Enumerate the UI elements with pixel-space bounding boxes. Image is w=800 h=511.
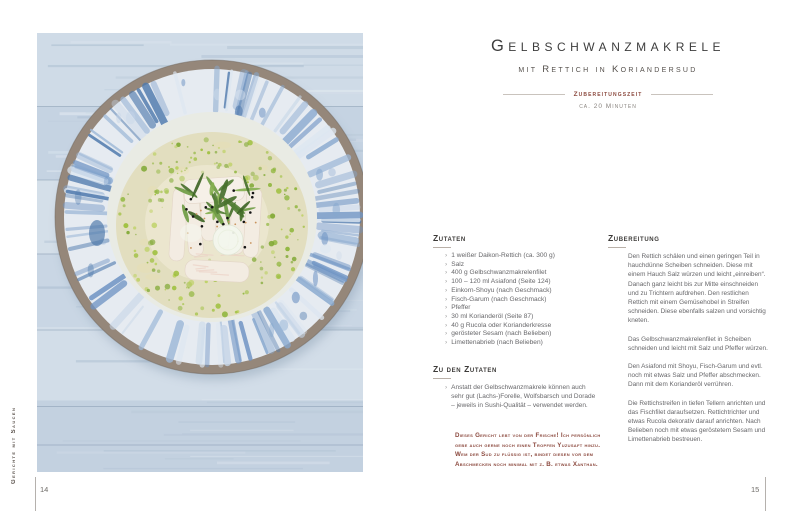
ingredient-item: › 30 ml Korianderöl (Seite 87) <box>445 312 534 320</box>
rule-line-left <box>503 94 565 95</box>
rule-line-right <box>651 94 713 95</box>
heading-underline <box>433 378 451 379</box>
preparation-paragraph: Den Asiafond mit Shoyu, Fisch-Garum und evtl. noch mit etwas Salz und Pfeffer abschmecken. Dann mit dem Korianderöl verrühren. <box>628 363 763 389</box>
prep-time-value: ca. 20 Minuten <box>579 103 637 110</box>
chevron-marker: › <box>445 304 448 312</box>
chevron-marker: › <box>445 339 448 347</box>
heading-underline <box>433 247 451 248</box>
ingredient-item: › Limettenabrieb (nach Belieben) <box>445 339 543 347</box>
sidebar-category-label: Gerichte mit Saucen <box>11 406 17 484</box>
ingredient-item: › gerösteter Sesam (nach Belieben) <box>445 330 552 338</box>
dish-photo <box>37 33 363 472</box>
chevron-marker: › <box>445 278 448 286</box>
chevron-marker: › <box>445 321 448 329</box>
chevron-marker: › <box>445 286 448 294</box>
ingredient-notes-list <box>445 383 597 411</box>
preparation-paragraph: Den Rettich schälen und einen geringen Teil in hauchdünne Scheiben schneiden. Diese mit einem Hauch Salz würzen und leicht „einreiben“. Danach ganz leicht bis zur Mitte einschneiden und zu Trichtern aufdrehen. Den restlichen Rettich mit einem Gemüsehobel in Streifen schneiden. Diese ebenfalls salzen und vorsichtig kneten. <box>628 253 766 325</box>
page-number-rule-right <box>765 477 766 511</box>
ingredient-notes-heading: Zu den Zutaten <box>433 364 497 374</box>
chevron-marker: › <box>445 330 448 338</box>
page-number-rule-left <box>35 477 36 511</box>
chevron-marker: › <box>445 295 448 303</box>
recipe-title: Gelbschwanzmakrele <box>490 37 726 55</box>
ingredient-item: › 400 g Gelbschwanzmakrelenfilet <box>445 269 547 277</box>
ingredient-item: › 1 weißer Daikon-Rettich (ca. 300 g) <box>445 252 555 259</box>
ingredient-item: › Pfeffer <box>445 304 471 312</box>
chevron-marker: › <box>445 384 448 391</box>
page-number-left: 14 <box>40 485 49 494</box>
preparation-paragraph: Das Gelbschwanzmakrelenfilet in Scheiben schneiden und leicht mit Salz und Pfeffer würzen. <box>628 335 768 352</box>
preparation-text <box>628 252 768 454</box>
ingredient-item: › Salz <box>445 260 465 268</box>
ingredients-list <box>445 252 597 348</box>
page-number-right: 15 <box>751 485 760 494</box>
chevron-marker: › <box>445 252 448 259</box>
ingredients-heading: Zutaten <box>433 233 466 243</box>
prep-time-header <box>420 91 796 98</box>
chevron-marker: › <box>445 312 448 320</box>
preparation-heading: Zubereitung <box>608 233 660 243</box>
recipe-subtitle: mit Rettich in Koriandersud <box>518 64 698 75</box>
ingredient-item: › Einkorn-Shoyu (nach Geschmack) <box>445 286 552 294</box>
preparation-paragraph: Die Rettichstreifen in tiefen Tellern anrichten und das Fischfilet daraufsetzen. Rettichtrichter und etwas Rucola dekorativ darauf anrichten. Nach Belieben noch mit etwas geröstetem Sesam und Limettenabrieb bestreuen. <box>628 399 766 444</box>
chef-tip-note: Dieses Gericht lebt von der Frische! Ich persönlich gebe auch gerne noch einen Tropfen Yuzusaft hinzu. Wem der Sud zu flüssig ist, bindet diesen vor dem Abschmecken noch minimal mit z. B. etwas Xanthan. <box>455 432 601 468</box>
chevron-marker: › <box>445 260 448 268</box>
heading-underline <box>608 247 626 248</box>
prep-time-label: Zubereitungszeit <box>573 91 643 98</box>
ingredient-item: › Fisch-Garum (nach Geschmack) <box>445 295 547 303</box>
note-item: › Anstatt der Gelbschwanzmakrele können auch sehr gut (Lachs-)Forelle, Wolfsbarsch und Dorade – jeweils in Sushi-Qualität – verwendet werden. <box>445 384 596 410</box>
ingredient-item: › 100 – 120 ml Asiafond (Seite 124) <box>445 278 551 286</box>
ingredient-item: › 40 g Rucola oder Korianderkresse <box>445 321 552 329</box>
chevron-marker: › <box>445 269 448 277</box>
